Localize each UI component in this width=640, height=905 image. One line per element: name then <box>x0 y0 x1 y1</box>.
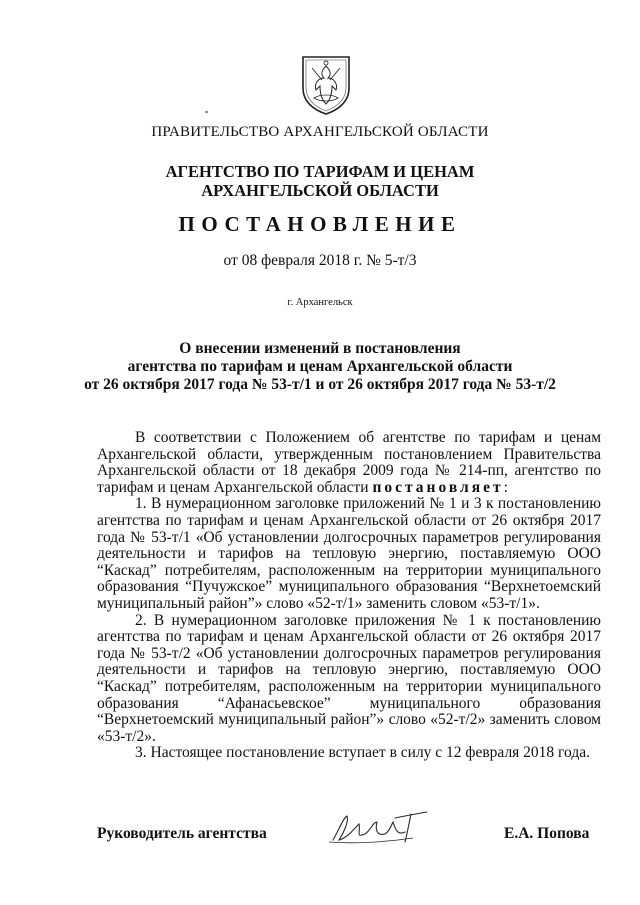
handwritten-signature <box>325 808 435 848</box>
agency-name <box>0 162 640 200</box>
coat-of-arms-emblem <box>300 54 352 116</box>
item-1: 1. В нумерационном заголовке приложений № 1 и 3 к постановлению агентства по тарифам и ценам Архангельской области от 26 октября 2017 года № 53-т/1 «Об установлении долгосрочных параметров регулирования деятельности и тарифов на тепловую энергию, поставляемую ООО “Каскад” потребителям, расположенным на территории муниципального образования “Пучужское” муниципального образования “Верхнетоемский муниципальный район”» слово «52-т/1» заменить словом «53-т/1». <box>97 495 601 612</box>
subject-line1: О внесении изменений в постановления <box>179 340 461 357</box>
document-subject <box>0 340 640 394</box>
preamble-paragraph <box>97 430 601 496</box>
scan-mark <box>205 111 208 113</box>
agency-name-line1: АГЕНТСТВО ПО ТАРИФАМ И ЦЕНАМ <box>165 162 475 181</box>
date-and-number: от 08 февраля 2018 г. № 5-т/3 <box>223 252 417 269</box>
city: г. Архангельск <box>287 297 353 308</box>
decree-word: постановляет <box>372 478 504 496</box>
agency-name-line2: АРХАНГЕЛЬСКОЙ ОБЛАСТИ <box>201 181 439 200</box>
signatory-name: Е.А. Попова <box>504 825 590 842</box>
item-2: 2. В нумерационном заголовке приложения № 1 к постановлению агентства по тарифам и ценам Архангельской области от 26 октября 2017 года № 53-т/2 «Об установлении долгосрочных параметров регулирования деятельности и тарифов на тепловую энергию, поставляемую ООО “Каскад” потребителям, расположенным на территории муниципального образования “Афанасьевское” муниципального образования “Верхнетоемский муниципальный район”» слово «52-т/2» заменить словом «53-т/2». <box>97 611 601 745</box>
subject-line3: от 26 октября 2017 года № 53-т/1 и от 26 октября 2017 года № 53-т/2 <box>84 376 556 393</box>
subject-line2: агентства по тарифам и ценам Архангельской области <box>127 358 513 375</box>
item-3: 3. Настоящее постановление вступает в силу с 12 февраля 2018 года. <box>135 744 590 762</box>
signatory-position: Руководитель агентства <box>97 825 267 842</box>
government-name: ПРАВИТЕЛЬСТВО АРХАНГЕЛЬСКОЙ ОБЛАСТИ <box>151 124 489 140</box>
preamble-text: В соответствии с Положением об агентстве по тарифам и ценам Архангельской области, утвержденным постановлением Правительства Архангельской области от 18 декабря 2009 года № 214-пп, агентство по тарифам и ценам Архангельской области <box>97 429 601 496</box>
decree-colon: : <box>503 478 508 496</box>
document-body <box>97 430 601 762</box>
document-type-title: ПОСТАНОВЛЕНИЕ <box>178 212 462 236</box>
